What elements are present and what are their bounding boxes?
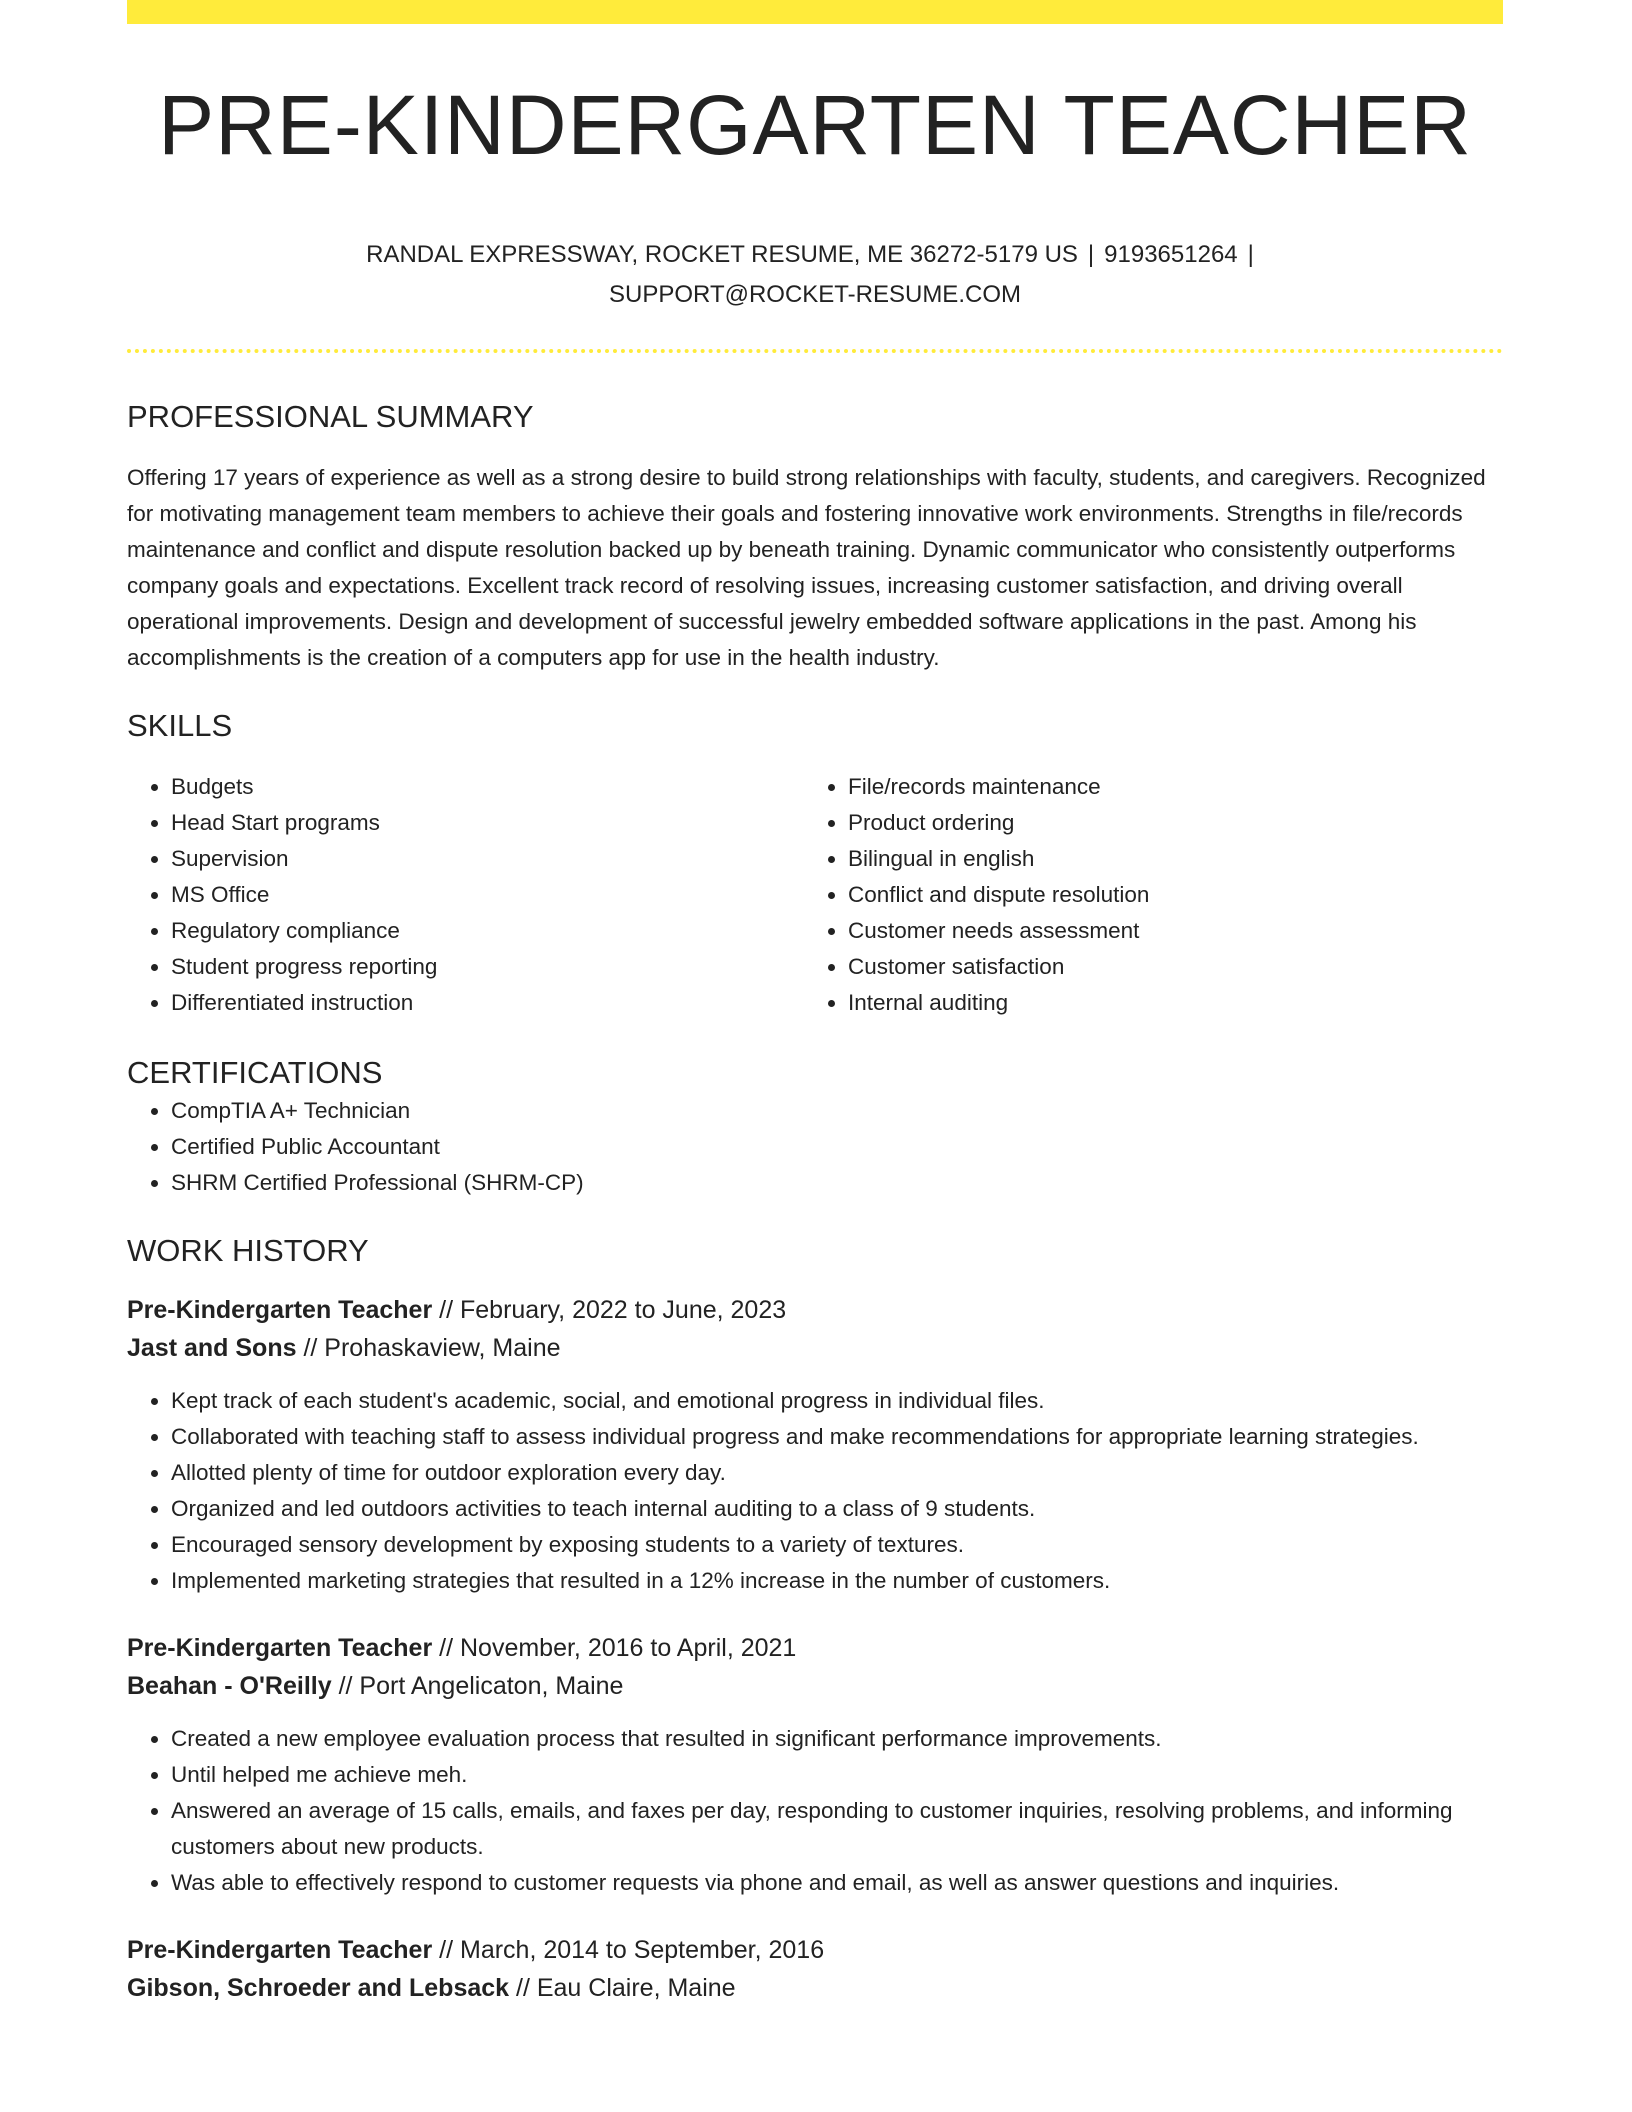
summary-paragraph: Offering 17 years of experience as well as a strong desire to build strong relationships with faculty, students, and caregivers. Recognized for motivating management team members to achieve their goals and fostering innovative work environments. Strengths in file/records maintenance and conflict and dispute resolution backed up by beneath training. Dynamic communicator who consistently outperforms company goals and expectations. Excellent track record of resolving issues, increasing customer satisfaction, and driving overall operational improvements. Design and development of successful jewelry embedded software applications in the past. Among his accomplishments is the creation of a computers app for use in the health industry. xyxy=(127,465,1486,670)
contact-separator: | xyxy=(1087,241,1095,268)
job-duty-item: • Kept track of each student's academic, social, and emotional progress in individual files. xyxy=(171,1383,1503,1419)
work-history-list xyxy=(127,1291,1503,2007)
summary-section-title: PROFESSIONAL SUMMARY xyxy=(127,399,534,434)
job-title-line xyxy=(127,1931,1503,1969)
resume-name-heading: PRE-KINDERGARTEN TEACHER xyxy=(158,78,1472,172)
skill-item: • Internal auditing xyxy=(848,985,1481,1021)
skill-item: • Customer needs assessment xyxy=(848,913,1481,949)
skill-item: • Supervision xyxy=(171,841,804,877)
skill-item: • Student progress reporting xyxy=(171,949,804,985)
contact-phone: 9193651264 xyxy=(1104,241,1238,268)
skills-column-right xyxy=(804,769,1481,1021)
job-entry xyxy=(127,1931,1503,2007)
contact-info xyxy=(315,235,1315,315)
job-title-line xyxy=(127,1291,1503,1329)
contact-email: SUPPORT@ROCKET-RESUME.COM xyxy=(609,281,1021,308)
job-dates: // November, 2016 to April, 2021 xyxy=(439,1634,797,1662)
skill-item: • Differentiated instruction xyxy=(171,985,804,1021)
skill-item: • Budgets xyxy=(171,769,804,805)
skill-item: • Bilingual in english xyxy=(848,841,1481,877)
skills-section-title: SKILLS xyxy=(127,708,233,743)
job-location: // Eau Claire, Maine xyxy=(516,1974,736,2002)
skill-item: • Customer satisfaction xyxy=(848,949,1481,985)
job-entry xyxy=(127,1291,1503,1599)
job-duties-list xyxy=(127,1383,1503,1599)
job-company-line xyxy=(127,1329,1503,1367)
accent-top-bar xyxy=(127,0,1503,24)
skill-item: • Product ordering xyxy=(848,805,1481,841)
job-entry xyxy=(127,1629,1503,1901)
job-duty-item: • Created a new employee evaluation process that resulted in significant performance improvements. xyxy=(171,1721,1503,1757)
job-company: Beahan - O'Reilly xyxy=(127,1672,332,1700)
job-duty-item: • Until helped me achieve meh. xyxy=(171,1757,1503,1793)
work-history-section-title: WORK HISTORY xyxy=(127,1233,369,1268)
job-location: // Prohaskaview, Maine xyxy=(303,1334,561,1362)
job-company: Jast and Sons xyxy=(127,1334,297,1362)
job-duty-item: • Collaborated with teaching staff to assess individual progress and make recommendations for appropriate learning strategies. xyxy=(171,1419,1503,1455)
job-duty-item: • Was able to effectively respond to customer requests via phone and email, as well as answer questions and inquiries. xyxy=(171,1865,1503,1901)
skills-right-list xyxy=(804,769,1481,1021)
skill-item: • Head Start programs xyxy=(171,805,804,841)
resume-page xyxy=(127,0,1503,2007)
skill-item: • Conflict and dispute resolution xyxy=(848,877,1481,913)
job-company-line xyxy=(127,1667,1503,1705)
skills-left-list xyxy=(127,769,804,1021)
job-dates: // March, 2014 to September, 2016 xyxy=(439,1936,825,1964)
job-title: Pre-Kindergarten Teacher xyxy=(127,1296,433,1324)
job-company-line xyxy=(127,1969,1503,2007)
skill-item: • File/records maintenance xyxy=(848,769,1481,805)
job-duty-item: • Implemented marketing strategies that resulted in a 12% increase in the number of customers. xyxy=(171,1563,1503,1599)
job-dates: // February, 2022 to June, 2023 xyxy=(439,1296,787,1324)
job-location: // Port Angelicaton, Maine xyxy=(338,1672,624,1700)
contact-separator: | xyxy=(1247,241,1254,268)
job-duty-item: • Allotted plenty of time for outdoor exploration every day. xyxy=(171,1455,1503,1491)
job-duty-item: • Encouraged sensory development by exposing students to a variety of textures. xyxy=(171,1527,1503,1563)
certifications-section-title: CERTIFICATIONS xyxy=(127,1055,383,1090)
certification-item: • CompTIA A+ Technician xyxy=(171,1093,1503,1129)
dotted-divider xyxy=(127,349,1503,353)
skills-column-left xyxy=(127,769,804,1021)
job-duty-item: • Answered an average of 15 calls, emails, and faxes per day, responding to customer inquiries, resolving problems, and informing customers about new products. xyxy=(171,1793,1503,1865)
skill-item: • MS Office xyxy=(171,877,804,913)
skills-list xyxy=(127,769,1503,1021)
job-duties-list xyxy=(127,1721,1503,1901)
certification-item: • Certified Public Accountant xyxy=(171,1129,1503,1165)
certification-item: • SHRM Certified Professional (SHRM-CP) xyxy=(171,1165,1503,1201)
skill-item: • Regulatory compliance xyxy=(171,913,804,949)
job-title: Pre-Kindergarten Teacher xyxy=(127,1634,433,1662)
certifications-list xyxy=(127,1093,1503,1201)
contact-address: RANDAL EXPRESSWAY, ROCKET RESUME, ME 36272-5179 US xyxy=(366,241,1078,268)
job-duty-item: • Organized and led outdoors activities to teach internal auditing to a class of 9 students. xyxy=(171,1491,1503,1527)
job-title-line xyxy=(127,1629,1503,1667)
job-company: Gibson, Schroeder and Lebsack xyxy=(127,1974,510,2002)
job-title: Pre-Kindergarten Teacher xyxy=(127,1936,433,1964)
